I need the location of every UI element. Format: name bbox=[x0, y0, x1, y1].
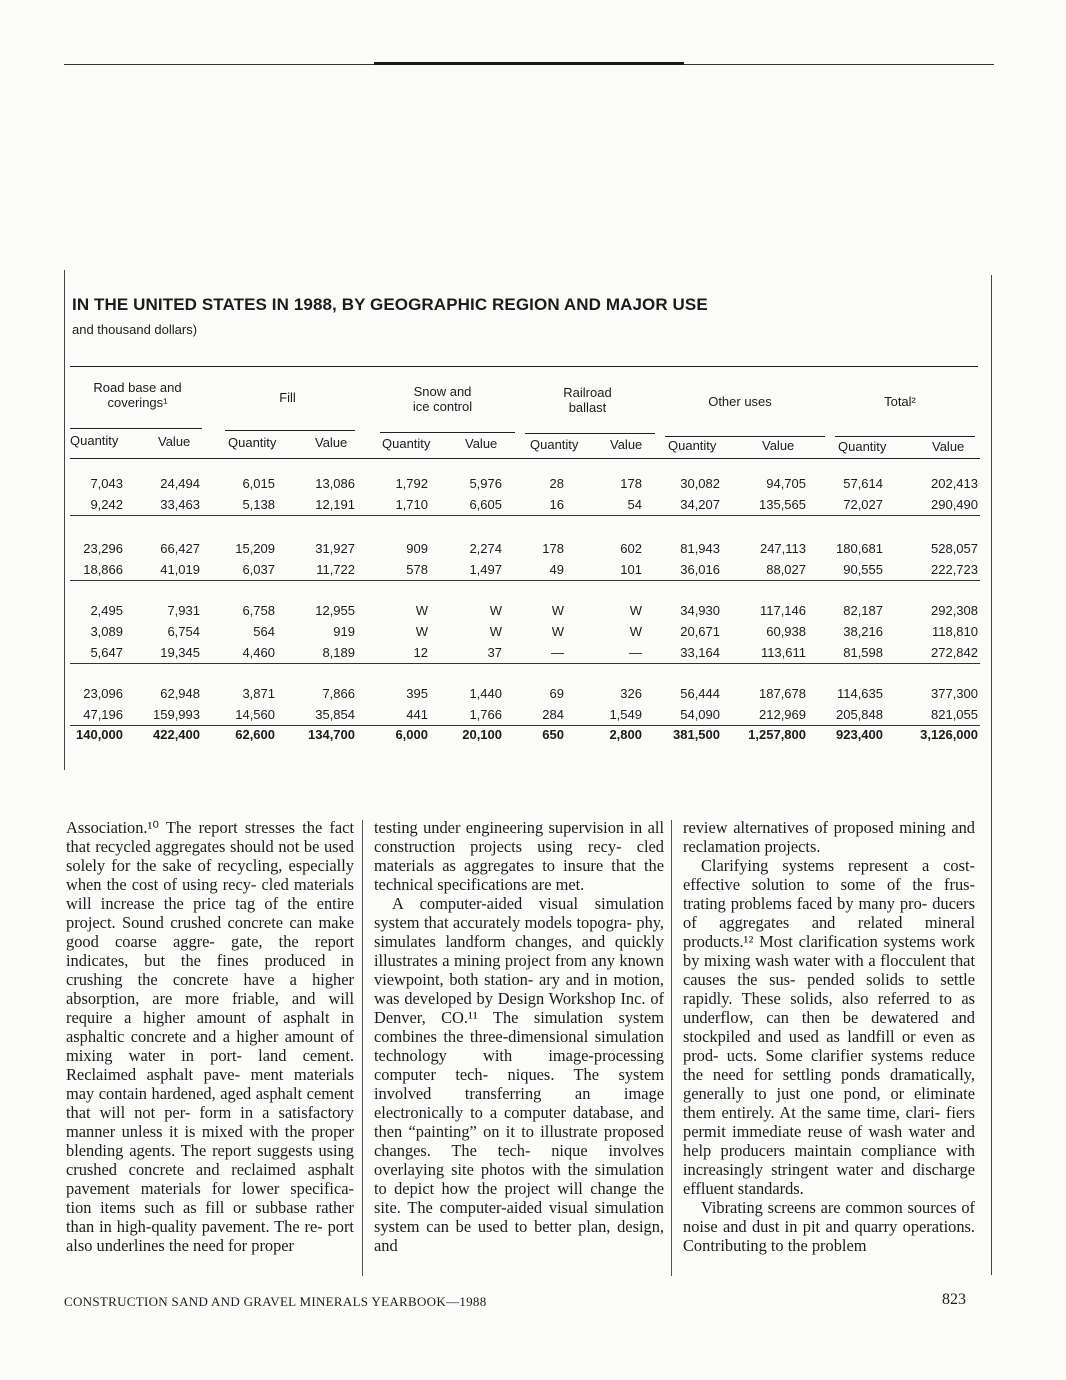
table-cell: 18,866 bbox=[83, 562, 123, 578]
table-cell: 381,500 bbox=[673, 727, 720, 743]
table-cell: 247,113 bbox=[759, 541, 806, 557]
column-group-header: Total² bbox=[884, 394, 916, 409]
table-cell: 923,400 bbox=[836, 727, 883, 743]
table-cell: 54 bbox=[627, 497, 642, 513]
table-cell: 602 bbox=[620, 541, 642, 557]
table-cell: 140,000 bbox=[76, 727, 123, 743]
table-cell: 30,082 bbox=[680, 476, 720, 491]
table-cell: 212,969 bbox=[759, 707, 806, 723]
top-rule-accent bbox=[374, 62, 684, 65]
table-cell: 114,635 bbox=[836, 686, 883, 702]
paragraph: review alternatives of proposed mining and reclamation projects. bbox=[683, 818, 975, 856]
group-underline bbox=[835, 436, 975, 437]
table-cell: — bbox=[629, 644, 642, 660]
table-cell: W bbox=[629, 623, 642, 639]
paragraph: Association.¹⁰ The report stresses the fact that recycled aggregates should not be used solely for the sake of recycling, especially when the cost of using recy- cled materials will increase the price tag of the entire project. Sound crushed concrete can make good coarse aggre- gate, the report indicates, but the fines produced in crushing the concrete have a higher absorption, are more friable, and will require a higher amount of asphalt in asphaltic concrete and a higher amount of mixing water in port- land cement. Reclaimed asphalt pave- ment materials may contain hardened, aged asphalt cement that will not per- form in a satisfactory manner unless it is mixed with the proper blending agents. The report suggests using crushed concrete and reclaimed asphalt pavement materials for lower specifica- tion items such as fill or subbase rather than in high-quality pavement. The re- port also underlines the need for proper bbox=[66, 818, 354, 1255]
table-cell: 187,678 bbox=[759, 686, 806, 702]
table-cell: 62,600 bbox=[235, 727, 275, 743]
table-cell: 2,800 bbox=[609, 727, 642, 743]
table-cell: 3,126,000 bbox=[920, 727, 978, 743]
table-cell: 117,146 bbox=[759, 602, 806, 618]
table-total-row bbox=[70, 725, 980, 745]
paragraph: testing under engineering supervision in all construction projects using recy- cled materials as aggregates to insure that the technical specifications are met. bbox=[374, 818, 664, 894]
group-underline bbox=[665, 436, 825, 437]
table-cell: 66,427 bbox=[160, 541, 200, 557]
running-footer: CONSTRUCTION SAND AND GRAVEL MINERALS YEARBOOK—1988 bbox=[64, 1294, 487, 1309]
table-cell: 4,460 bbox=[242, 644, 275, 660]
table-cell: 12,955 bbox=[315, 602, 355, 618]
table-row bbox=[70, 643, 980, 664]
table-cell: 1,710 bbox=[395, 497, 428, 513]
table-cell: W bbox=[415, 623, 428, 639]
column-group-header: Road base and coverings¹ bbox=[93, 380, 182, 410]
table-cell: 88,027 bbox=[766, 562, 806, 578]
table-cell: W bbox=[629, 602, 642, 618]
table-cell: 62,948 bbox=[160, 686, 200, 702]
table-cell: 395 bbox=[406, 686, 428, 702]
table-cell: 14,560 bbox=[235, 707, 275, 723]
table-cell: 326 bbox=[620, 686, 642, 702]
table-row bbox=[70, 560, 980, 581]
table-cell: 202,413 bbox=[931, 476, 978, 491]
table-cell: 5,976 bbox=[469, 476, 502, 491]
table-cell: 1,257,800 bbox=[748, 727, 806, 743]
table-cell: 222,723 bbox=[931, 562, 978, 578]
table-row bbox=[70, 539, 980, 559]
table-cell: 134,700 bbox=[308, 727, 355, 743]
table-cell: 9,242 bbox=[90, 497, 123, 513]
table-cell: 441 bbox=[406, 707, 428, 723]
table-cell: 57,614 bbox=[843, 476, 883, 491]
table-cell: W bbox=[551, 623, 564, 639]
table-cell: 5,647 bbox=[90, 644, 123, 660]
table-row bbox=[70, 474, 980, 494]
group-underline bbox=[225, 430, 355, 431]
table-cell: 56,444 bbox=[680, 686, 720, 702]
table-cell: 292,308 bbox=[931, 602, 978, 618]
table-cell: 118,810 bbox=[931, 623, 978, 639]
table-cell: 6,015 bbox=[242, 476, 275, 491]
table-cell: 6,605 bbox=[469, 497, 502, 513]
column-divider bbox=[671, 820, 672, 1276]
table-cell: 159,993 bbox=[153, 707, 200, 723]
table-cell: 41,019 bbox=[160, 562, 200, 578]
table-cell: 82,187 bbox=[843, 602, 883, 618]
table-subtitle: and thousand dollars) bbox=[72, 322, 198, 337]
table-cell: 47,196 bbox=[83, 707, 123, 723]
table-cell: W bbox=[415, 602, 428, 618]
group-underline bbox=[525, 433, 655, 434]
page-frame-right bbox=[991, 275, 992, 1275]
header-rule bbox=[70, 458, 980, 459]
table-top-rule bbox=[70, 366, 978, 367]
table-cell: 2,274 bbox=[469, 541, 502, 557]
column-group-header: Snow and ice control bbox=[412, 384, 473, 414]
column-header: Value bbox=[762, 438, 795, 453]
table-cell: 36,016 bbox=[680, 562, 720, 578]
table-cell: 205,848 bbox=[836, 707, 883, 723]
table-cell: 377,300 bbox=[931, 686, 978, 702]
column-group-header: Fill bbox=[279, 390, 296, 405]
table-cell: 12,191 bbox=[315, 497, 355, 513]
table-cell: 23,296 bbox=[83, 541, 123, 557]
group-underline bbox=[70, 428, 202, 429]
table-cell: 6,037 bbox=[242, 562, 275, 578]
table-cell: 422,400 bbox=[153, 727, 200, 743]
table-cell: 69 bbox=[549, 686, 564, 702]
table-cell: 28 bbox=[549, 476, 564, 491]
page-number: 823 bbox=[942, 1291, 966, 1308]
table-cell: 564 bbox=[253, 623, 275, 639]
table-cell: 3,089 bbox=[90, 623, 123, 639]
table-cell: W bbox=[551, 602, 564, 618]
table-cell: 113,611 bbox=[760, 644, 806, 660]
table-cell: 178 bbox=[542, 541, 564, 557]
column-header: Value bbox=[465, 436, 498, 451]
column-header: Quantity bbox=[228, 435, 277, 450]
text-column-middle bbox=[374, 818, 664, 1255]
table-cell: 178 bbox=[620, 476, 642, 491]
table-cell: 1,766 bbox=[469, 707, 502, 723]
paragraph: A computer-aided visual simulation system that accurately models topogra- phy, simulates landform changes, and quickly illustrates a mining project from any known viewpoint, both station- ary and in motion, was developed by Design Workshop Inc. of Denver, CO.¹¹ The simulation system combines the three-dimensional simulation technology with image-processing computer tech- niques. The system involved transferring an image electronically to a computer database, and then “painting” on it to illustrate proposed changes. The tech- nique involves overlaying site photos with the simulation to depict how the project will change the site. The computer-aided visual simulation system can be used to better plan, design, and bbox=[374, 894, 664, 1255]
table-cell: 81,598 bbox=[843, 644, 883, 660]
table-cell: 919 bbox=[333, 623, 355, 639]
table-cell: 33,463 bbox=[160, 497, 200, 513]
column-header: Value bbox=[932, 439, 965, 454]
table-cell: 180,681 bbox=[836, 541, 883, 557]
table-cell: 528,057 bbox=[931, 541, 978, 557]
table-cell: — bbox=[551, 644, 564, 660]
table-cell: 19,345 bbox=[160, 644, 200, 660]
table-cell: 20,100 bbox=[462, 727, 502, 743]
table-cell: 1,440 bbox=[469, 686, 502, 702]
table-cell: 15,209 bbox=[235, 541, 275, 557]
table-cell: 60,938 bbox=[766, 623, 806, 639]
table-row bbox=[70, 684, 980, 704]
column-header: Quantity bbox=[530, 437, 579, 452]
table-cell: 12 bbox=[413, 644, 428, 660]
column-header: Value bbox=[158, 434, 191, 449]
column-divider bbox=[362, 820, 363, 1276]
table-cell: 909 bbox=[406, 541, 428, 557]
table-cell: W bbox=[489, 623, 502, 639]
table-row bbox=[70, 601, 980, 621]
table-cell: 24,494 bbox=[160, 476, 200, 491]
text-column-right bbox=[683, 818, 975, 1255]
table-cell: 6,000 bbox=[395, 727, 428, 743]
table-cell: 3,871 bbox=[242, 686, 275, 702]
table-cell: 1,497 bbox=[469, 562, 502, 578]
table-cell: 23,096 bbox=[83, 686, 123, 702]
table-cell: 284 bbox=[542, 707, 564, 723]
table-cell: 8,189 bbox=[322, 644, 355, 660]
table-cell: 54,090 bbox=[680, 707, 720, 723]
column-header: Value bbox=[610, 437, 643, 452]
table-cell: 7,043 bbox=[90, 476, 123, 491]
table-cell: 6,754 bbox=[167, 623, 200, 639]
table-cell: 650 bbox=[542, 727, 564, 743]
column-group-header: Other uses bbox=[708, 394, 772, 409]
table-row bbox=[70, 495, 980, 516]
table-row bbox=[70, 705, 980, 726]
table-row bbox=[70, 622, 980, 642]
table-cell: 272,842 bbox=[931, 644, 978, 660]
column-header: Quantity bbox=[70, 433, 119, 448]
table-cell: 7,866 bbox=[322, 686, 355, 702]
table-cell: 33,164 bbox=[680, 644, 720, 660]
table-cell: 290,490 bbox=[931, 497, 978, 513]
table-cell: 13,086 bbox=[315, 476, 355, 491]
table-cell: W bbox=[489, 602, 502, 618]
table-cell: 38,216 bbox=[843, 623, 883, 639]
table-cell: 6,758 bbox=[242, 602, 275, 618]
table-cell: 35,854 bbox=[315, 707, 355, 723]
table-cell: 94,705 bbox=[766, 476, 806, 491]
table-cell: 821,055 bbox=[931, 707, 978, 723]
table-cell: 2,495 bbox=[90, 602, 123, 618]
table-cell: 101 bbox=[620, 562, 642, 578]
table-cell: 20,671 bbox=[680, 623, 720, 639]
table-cell: 81,943 bbox=[680, 541, 720, 557]
table-cell: 72,027 bbox=[843, 497, 883, 513]
table-cell: 34,207 bbox=[680, 497, 720, 513]
column-header: Quantity bbox=[838, 439, 887, 454]
table-cell: 5,138 bbox=[242, 497, 275, 513]
table-cell: 90,555 bbox=[843, 562, 883, 578]
paragraph: Clarifying systems represent a cost- effective solution to some of the frus- trating problems faced by many pro- ducers of aggregates and related mineral products.¹² Most clarification systems work by mixing wash water with a flocculent that causes the sus- pended solids to settle rapidly. These solids, also referred to as underflow, can then be dewatered and stockpiled and used as landfill or even as prod- ucts. Some clarifier systems reduce the need for settling ponds dramatically, generally to just one pond, or eliminate them entirely. At the same time, clari- fiers permit immediate reuse of wash water and help producers maintain compliance with increasingly stringent water and discharge effluent standards. bbox=[683, 856, 975, 1198]
table-cell: 49 bbox=[549, 562, 564, 578]
table-cell: 578 bbox=[406, 562, 428, 578]
table-cell: 34,930 bbox=[680, 602, 720, 618]
table-frame-left bbox=[64, 270, 65, 770]
table-cell: 1,792 bbox=[395, 476, 428, 491]
table-cell: 1,549 bbox=[609, 707, 642, 723]
column-header: Quantity bbox=[382, 436, 431, 451]
paragraph: Vibrating screens are common sources of noise and dust in pit and quarry operations. Contributing to the problem bbox=[683, 1198, 975, 1255]
table-cell: 16 bbox=[549, 497, 564, 513]
table-title: IN THE UNITED STATES IN 1988, BY GEOGRAPHIC REGION AND MAJOR USE bbox=[72, 295, 708, 314]
group-underline bbox=[380, 432, 515, 433]
column-header: Value bbox=[315, 435, 348, 450]
column-group-header: Railroad ballast bbox=[563, 385, 612, 415]
table-cell: 7,931 bbox=[167, 602, 200, 618]
table-cell: 11,722 bbox=[316, 562, 355, 578]
text-column-left bbox=[66, 818, 354, 1255]
table-cell: 37 bbox=[487, 644, 502, 660]
column-header: Quantity bbox=[668, 438, 717, 453]
table-cell: 31,927 bbox=[315, 541, 355, 557]
table-cell: 135,565 bbox=[759, 497, 806, 513]
